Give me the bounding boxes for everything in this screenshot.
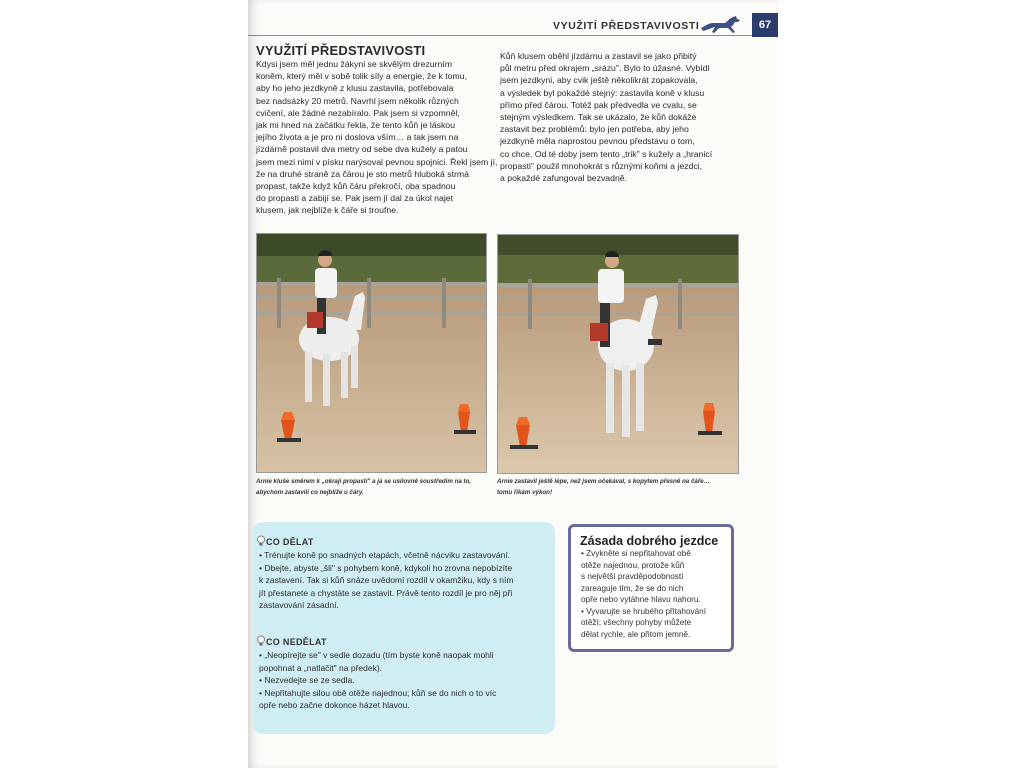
list-item: otěží; všechny pohyby můžete [581,618,692,627]
text-line: cvičení, ale žádné nezabíralo. Pak jsem si vzpomněl, [256,107,460,118]
text-line: jak mi hned na začátku řekla, že tento kůň je láskou [256,120,455,131]
text-line: a výsledek byl pokaždé stejný: zastavila koně v klusu [500,87,705,98]
list-item: jít přestanete a chystáte se zastavit. Právě tento rozdíl je pro něj při [259,587,513,598]
list-item: s největší pravděpodobností [581,572,684,581]
lightbulb-icon [256,535,266,547]
list-item: popohnat a „natlačit" na předek). [259,662,383,673]
list-item: • Dbejte, abyste „šli" s pohybem koně, kdykoli ho zrovna nepobízíte [259,562,513,573]
text-line: půl metru před okrajem „srázu". Bylo to úžasné. Vybídl [500,63,710,74]
list-item: • Nezvedejte se ze sedla. [259,675,355,685]
article-column-1 [256,58,498,217]
list-item: opře nebo vytáhne hlavu nahoru. [581,595,701,604]
photo-horse-stopping [497,234,739,474]
running-title: VYUŽITÍ PŘEDSTAVIVOSTI [553,20,700,32]
caption-line: Arnie zastavil ještě lépe, než jsem očekával, s kopytem přesně na čáře… [497,478,710,485]
list-item: zastavování zásadní. [259,600,339,610]
header-rule [248,35,752,36]
text-line: aby ho jeho jezdkyně z klusu zastavila, potřebovala [256,83,454,94]
photo-horse-trotting [256,233,487,473]
text-line: a pokaždé zafungoval bezvadně. [500,173,628,184]
text-line: jejího života a je pro ni doslova vším… a tak jsem na [256,132,459,143]
text-line: Kůň klusem oběhl jízdárnu a zastavil se jako přibitý [500,51,697,61]
tip-title: Zásada dobrého jezdce [580,534,719,548]
text-line: co chce. Od té doby jsem tento „trik" s kužely a „hranicí [500,148,713,159]
page-number: 67 [752,13,778,37]
article-column-2 [500,50,740,184]
list-item: opře nebo začne dokonce házet hlavou. [259,700,410,710]
text-line: bez nadsázky 20 metrů. Navrhl jsem několik různých [256,95,459,106]
list-item: otěže najednou, protože kůň [581,560,685,570]
list-item: • Nepřitahujte silou obě otěže najednou; kůň se do nich o to víc [259,687,497,698]
text-line: propasti" použil mnohokrát s různými koňmi a jezdci, [500,160,703,171]
caption-line: tomu říkám výkon! [497,488,553,496]
text-line: koněm, který měl v sobě tolik síly a energie, že k tomu, [256,71,467,82]
text-line: stejným výsledkem. Tak se ukázalo, že kůň dokáže [500,112,697,123]
dont-heading: CO NEDĚLAT [266,637,327,647]
text-line: do propasti a zabijí se. Pak jsem jí dal za úkol najet [256,193,454,204]
text-line: jsem mezi nimi v písku narýsoval pevnou spojnici. Řekl jsem jí, [256,156,498,167]
text-line: klusem, jak nejblíže k čáře si troufne. [256,205,399,216]
text-line: jsem jezdkyni, aby cvik ještě několikrát zopakovala, [500,75,698,86]
do-heading: CO DĚLAT [266,537,314,547]
text-line: jízdárně postavil dva metry od sebe dva kužely a patou [256,144,468,155]
dont-list [259,649,496,712]
text-line: zastavit bez problémů: bylo jen potřeba, aby jeho [500,124,689,135]
text-line: že na druhé straně za čárou je sto metrů hluboká strmá [256,168,469,179]
text-line: jezdkyně měla naprostou pevnou představu o tom, [500,136,695,147]
lightbulb-icon [256,635,266,647]
photo-caption-2 [497,477,710,498]
horse-icon [697,14,743,36]
tip-list [581,548,706,640]
caption-line: Arnie kluše směrem k „okraji propasti" a já se usilovně soustředím na to, [256,478,472,485]
do-list [259,549,513,612]
list-item: k zastavení. Tak si kůň snáze uvědomí rozdíl v okamžiku, kdy s ním [259,575,514,585]
photo-caption-1 [256,477,471,498]
text-line: přímo před čárou. Totéž pak předvedla ve cvalu, se [500,99,697,110]
section-title: VYUŽITÍ PŘEDSTAVIVOSTI [256,43,426,58]
list-item: • „Neopírejte se" v sedle dozadu (tím byste koně naopak mohli [259,650,494,660]
text-line: propast, takže když kůň čáru překročí, oba spadnou [256,181,456,192]
text-line: Kdysi jsem měl jednu žákyni se skvělým drezurním [256,59,453,69]
list-item: • Trénujte koně po snadných etapách, včetně nácviku zastavování. [259,550,511,560]
list-item: dělat rychle, ale přitom jemně. [581,629,691,639]
list-item: zareaguje tím, že se do nich [581,583,684,593]
list-item: • Zvykněte si nepřitahovat obě [581,549,691,558]
list-item: • Vyvarujte se hrubého přitahování [581,606,706,616]
caption-line: abychom zastavili co nejblíže u čáry. [256,488,364,496]
